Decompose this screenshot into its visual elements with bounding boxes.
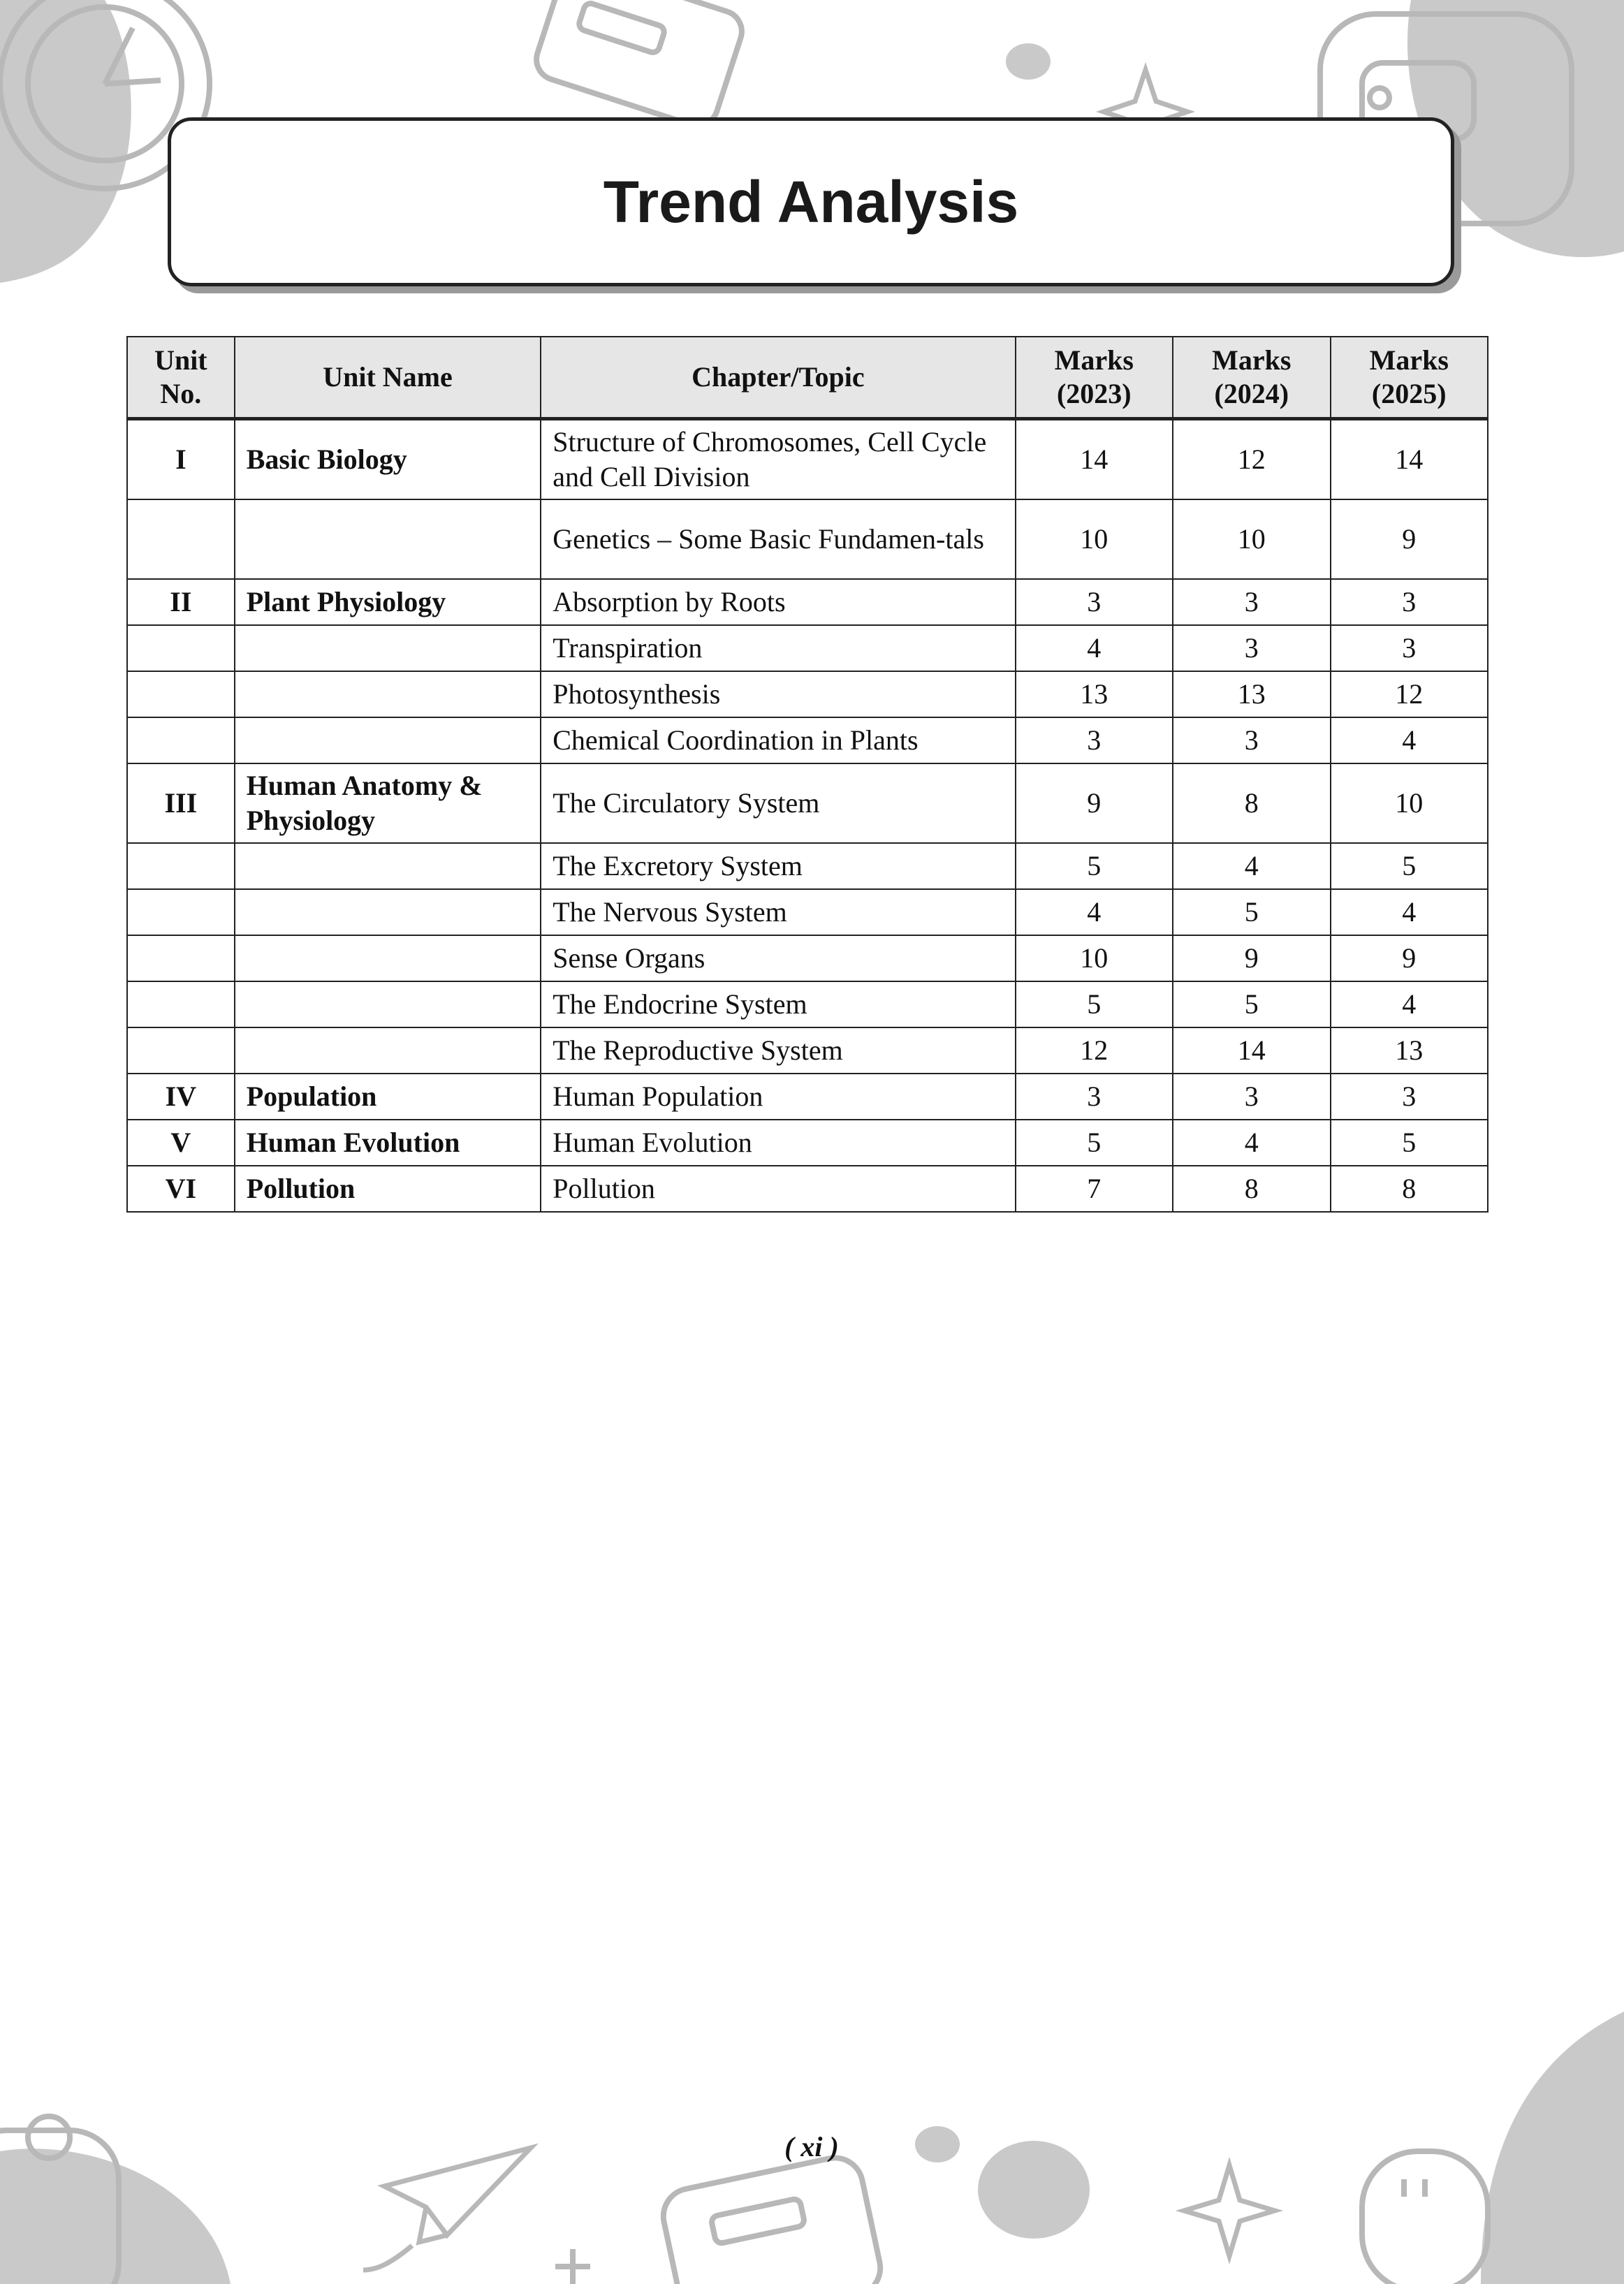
topic-cell: Genetics – Some Basic Fundamen-tals <box>541 499 1015 579</box>
marks-2025-cell: 5 <box>1331 1120 1488 1166</box>
marks-2023-cell: 7 <box>1016 1166 1173 1212</box>
trend-analysis-table <box>126 336 1488 1213</box>
marks-2024-cell: 14 <box>1173 1027 1330 1074</box>
unit-name-cell <box>235 843 541 889</box>
header-marks-2023-line1: Marks <box>1054 344 1134 376</box>
marks-2024-cell: 13 <box>1173 671 1330 717</box>
blob-shape <box>1481 2012 1624 2284</box>
header-unit-no-line2: No. <box>160 378 202 409</box>
unit-no-cell <box>127 671 235 717</box>
backpack-doodle <box>0 2116 119 2284</box>
unit-name-cell <box>235 981 541 1027</box>
marks-2023-cell: 5 <box>1016 981 1173 1027</box>
marks-2024-cell: 9 <box>1173 935 1330 981</box>
backpack-doodle <box>1362 2151 1488 2284</box>
unit-no-cell <box>127 935 235 981</box>
unit-name-cell <box>235 625 541 671</box>
topic-cell: Sense Organs <box>541 935 1015 981</box>
marks-2023-cell: 5 <box>1016 1120 1173 1166</box>
header-marks-2025 <box>1331 337 1488 419</box>
marks-2023-cell: 13 <box>1016 671 1173 717</box>
unit-name-cell: Human Evolution <box>235 1120 541 1166</box>
topic-cell: The Excretory System <box>541 843 1015 889</box>
book-doodle <box>658 2153 885 2284</box>
table-row <box>127 843 1488 889</box>
topic-cell: Pollution <box>541 1166 1015 1212</box>
unit-no-cell: IV <box>127 1074 235 1120</box>
table-row <box>127 579 1488 625</box>
header-marks-2025-line1: Marks <box>1369 344 1449 376</box>
marks-2023-cell: 5 <box>1016 843 1173 889</box>
unit-name-cell <box>235 1027 541 1074</box>
marks-2025-cell: 12 <box>1331 671 1488 717</box>
header-marks-2024 <box>1173 337 1330 419</box>
marks-2023-cell: 10 <box>1016 499 1173 579</box>
unit-no-cell <box>127 1027 235 1074</box>
plus-doodle <box>555 2249 590 2284</box>
marks-2024-cell: 3 <box>1173 579 1330 625</box>
table-row <box>127 889 1488 935</box>
topic-cell: Structure of Chromosomes, Cell Cycle and Cell Division <box>541 419 1015 500</box>
marks-2023-cell: 4 <box>1016 625 1173 671</box>
table-row <box>127 981 1488 1027</box>
marks-2024-cell: 4 <box>1173 1120 1330 1166</box>
table-row <box>127 1027 1488 1074</box>
unit-name-cell <box>235 935 541 981</box>
topic-cell: Absorption by Roots <box>541 579 1015 625</box>
unit-name-cell <box>235 717 541 763</box>
header-chapter-topic: Chapter/Topic <box>541 337 1015 419</box>
marks-2025-cell: 3 <box>1331 1074 1488 1120</box>
topic-cell: Human Population <box>541 1074 1015 1120</box>
unit-name-cell: Pollution <box>235 1166 541 1212</box>
header-marks-2024-line2: (2024) <box>1214 378 1289 409</box>
topic-cell: The Endocrine System <box>541 981 1015 1027</box>
unit-name-cell <box>235 889 541 935</box>
table-row <box>127 671 1488 717</box>
topic-cell: Photosynthesis <box>541 671 1015 717</box>
marks-2023-cell: 10 <box>1016 935 1173 981</box>
title-box <box>168 117 1454 286</box>
marks-2023-cell: 14 <box>1016 419 1173 500</box>
unit-name-cell <box>235 671 541 717</box>
marks-2023-cell: 3 <box>1016 1074 1173 1120</box>
blob-shape <box>978 2141 1090 2239</box>
table-row <box>127 1120 1488 1166</box>
unit-no-cell <box>127 717 235 763</box>
marks-2025-cell: 8 <box>1331 1166 1488 1212</box>
marks-2025-cell: 14 <box>1331 419 1488 500</box>
topic-cell: The Circulatory System <box>541 763 1015 843</box>
header-marks-2023 <box>1016 337 1173 419</box>
marks-2023-cell: 12 <box>1016 1027 1173 1074</box>
unit-name-cell: Basic Biology <box>235 419 541 500</box>
marks-2024-cell: 8 <box>1173 1166 1330 1212</box>
marks-2025-cell: 4 <box>1331 889 1488 935</box>
marks-2024-cell: 12 <box>1173 419 1330 500</box>
blob-shape <box>915 2126 960 2162</box>
unit-no-cell <box>127 981 235 1027</box>
unit-no-cell: III <box>127 763 235 843</box>
header-unit-no-line1: Unit <box>154 344 207 376</box>
marks-2025-cell: 3 <box>1331 625 1488 671</box>
marks-2025-cell: 5 <box>1331 843 1488 889</box>
header-marks-2025-line2: (2025) <box>1371 378 1447 409</box>
marks-2025-cell: 10 <box>1331 763 1488 843</box>
marks-2025-cell: 9 <box>1331 935 1488 981</box>
marks-2024-cell: 3 <box>1173 1074 1330 1120</box>
table-row <box>127 935 1488 981</box>
unit-name-cell: Population <box>235 1074 541 1120</box>
unit-no-cell <box>127 889 235 935</box>
table-row <box>127 419 1488 500</box>
header-marks-2023-line2: (2023) <box>1056 378 1132 409</box>
unit-name-cell: Human Anatomy & Physiology <box>235 763 541 843</box>
paper-plane-doodle <box>363 2148 531 2270</box>
marks-2024-cell: 3 <box>1173 717 1330 763</box>
blob-shape <box>0 2148 231 2284</box>
page-title: Trend Analysis <box>603 168 1019 235</box>
unit-name-cell <box>235 499 541 579</box>
unit-no-cell <box>127 843 235 889</box>
marks-2023-cell: 4 <box>1016 889 1173 935</box>
header-marks-2024-line1: Marks <box>1212 344 1292 376</box>
marks-2025-cell: 9 <box>1331 499 1488 579</box>
table-header <box>127 337 1488 419</box>
unit-no-cell: V <box>127 1120 235 1166</box>
unit-no-cell: VI <box>127 1166 235 1212</box>
topic-cell: Chemical Coordination in Plants <box>541 717 1015 763</box>
blob-shape <box>0 0 131 283</box>
topic-cell: Transpiration <box>541 625 1015 671</box>
marks-2024-cell: 4 <box>1173 843 1330 889</box>
marks-2023-cell: 9 <box>1016 763 1173 843</box>
blob-shape <box>1006 43 1051 80</box>
unit-no-cell: I <box>127 419 235 500</box>
unit-name-cell: Plant Physiology <box>235 579 541 625</box>
marks-2024-cell: 5 <box>1173 981 1330 1027</box>
topic-cell: The Nervous System <box>541 889 1015 935</box>
unit-no-cell: II <box>127 579 235 625</box>
book-doodle <box>531 0 747 131</box>
unit-no-cell <box>127 499 235 579</box>
topic-cell: The Reproductive System <box>541 1027 1015 1074</box>
marks-2024-cell: 10 <box>1173 499 1330 579</box>
table-row <box>127 499 1488 579</box>
marks-2025-cell: 3 <box>1331 579 1488 625</box>
table-row <box>127 1166 1488 1212</box>
marks-2025-cell: 4 <box>1331 981 1488 1027</box>
topic-cell: Human Evolution <box>541 1120 1015 1166</box>
unit-no-cell <box>127 625 235 671</box>
header-unit-no <box>127 337 235 419</box>
table-row <box>127 625 1488 671</box>
marks-2025-cell: 13 <box>1331 1027 1488 1074</box>
header-unit-name: Unit Name <box>235 337 541 419</box>
marks-2024-cell: 5 <box>1173 889 1330 935</box>
table-row <box>127 1074 1488 1120</box>
marks-2024-cell: 8 <box>1173 763 1330 843</box>
marks-2025-cell: 4 <box>1331 717 1488 763</box>
marks-2023-cell: 3 <box>1016 717 1173 763</box>
header-row <box>127 337 1488 419</box>
marks-2023-cell: 3 <box>1016 579 1173 625</box>
marks-2024-cell: 3 <box>1173 625 1330 671</box>
table-row <box>127 717 1488 763</box>
star-doodle <box>1184 2165 1275 2256</box>
table-row <box>127 763 1488 843</box>
page-number: ( xi ) <box>784 2131 839 2162</box>
table-body <box>127 419 1488 1213</box>
